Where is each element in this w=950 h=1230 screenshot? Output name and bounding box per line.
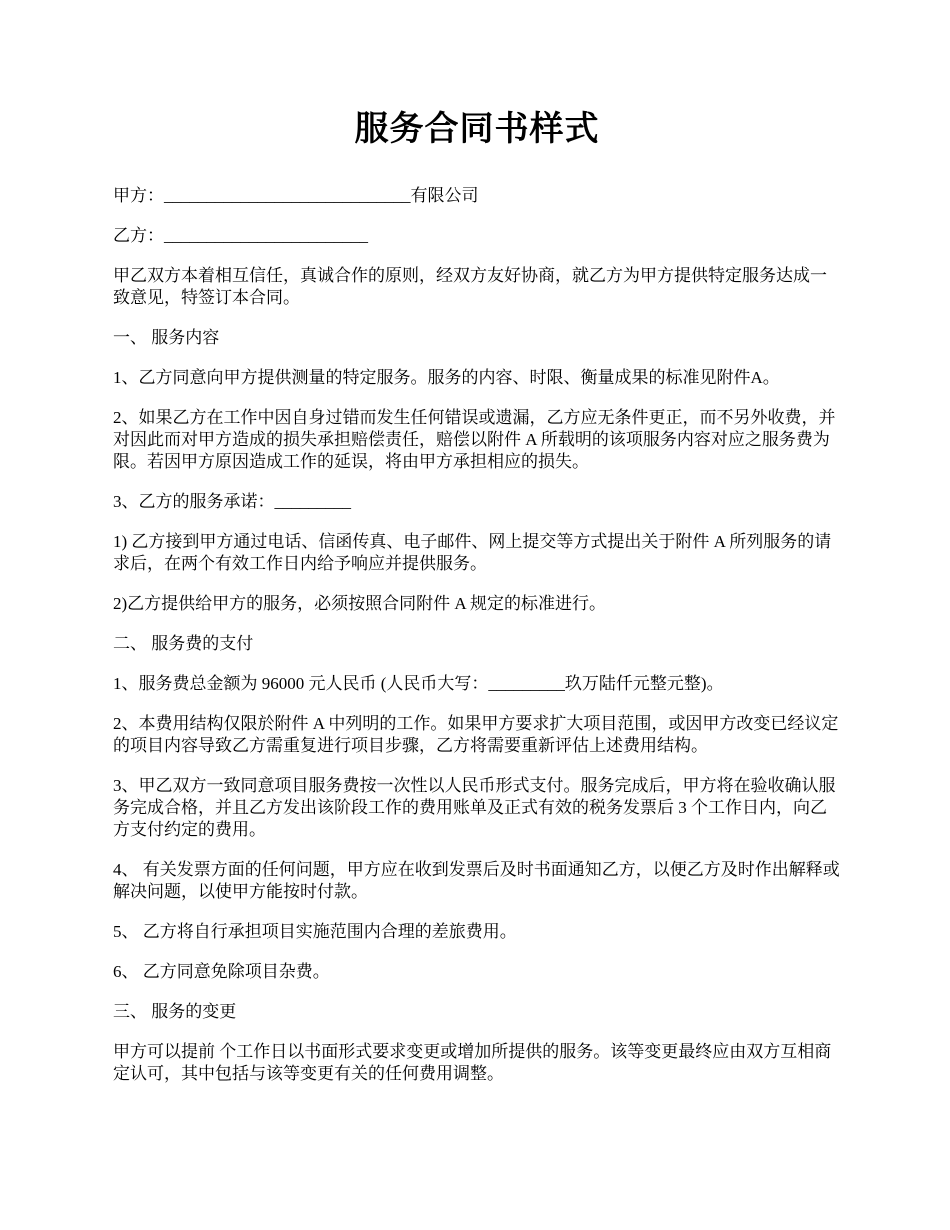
clause-paragraph: 1) 乙方接到甲方通过电话、信函传真、电子邮件、网上提交等方式提出关于附件 A 所列服务的请求后，在两个有效工作日内给予响应并提供服务。: [113, 531, 832, 573]
clause-paragraph: 3、乙方的服务承诺：_________: [113, 491, 351, 511]
clause-paragraph: 2、本费用结构仅限於附件 A 中列明的工作。如果甲方要求扩大项目范围，或因甲方改变已经议定的项目内容导致乙方需重复进行项目步骤，乙方将需要重新评估上述费用结构。: [113, 713, 839, 755]
clause-paragraph: 甲方可以提前 个工作日以书面形式要求变更或增加所提供的服务。该等变更最终应由双方互相商定认可，其中包括与该等变更有关的任何费用调整。: [113, 1041, 832, 1083]
preamble-paragraph: 甲乙双方本着相互信任，真诚合作的原则，经双方友好协商，就乙方为甲方提供特定服务达成一致意见，特签订本合同。: [113, 265, 827, 307]
clause-paragraph: 3、甲乙双方一致同意项目服务费按一次性以人民币形式支付。服务完成后，甲方将在验收确认服务完成合格，并且乙方发出该阶段工作的费用账单及正式有效的税务发票后 3 个工作日内，向乙方支付约定的费用。: [113, 775, 836, 839]
section-heading-service-content: 一、 服务内容: [113, 327, 220, 347]
clause-paragraph: 2)乙方提供给甲方的服务，必须按照合同附件 A 规定的标准进行。: [113, 593, 606, 613]
party-b-line: 乙方：________________________: [113, 225, 368, 245]
section-heading-service-change: 三、 服务的变更: [113, 1001, 237, 1021]
clause-paragraph: 1、乙方同意向甲方提供测量的特定服务。服务的内容、时限、衡量成果的标准见附件A。: [113, 367, 780, 387]
party-a-line: 甲方：_____________________________有限公司: [113, 185, 479, 205]
clause-paragraph: 1、服务费总金额为 96000 元人民币 (人民币大写：_________玖万陆仟元整元整)。: [113, 673, 724, 693]
clause-paragraph: 4、 有关发票方面的任何问题，甲方应在收到发票后及时书面通知乙方，以便乙方及时作出解释或解决问题，以使甲方能按时付款。: [113, 859, 840, 901]
clause-paragraph: 6、 乙方同意免除项目杂费。: [113, 961, 330, 981]
document-page: [113, 110, 841, 1103]
section-heading-payment: 二、 服务费的支付: [113, 633, 254, 653]
clause-paragraph: 2、如果乙方在工作中因自身过错而发生任何错误或遗漏，乙方应无条件更正，而不另外收费，并对因此而对甲方造成的损失承担赔偿责任，赔偿以附件 A 所载明的该项服务内容对应之服务费为限。若因甲方原因造成工作的延误，将由甲方承担相应的损失。: [113, 407, 836, 471]
document-title: 服务合同书样式: [354, 111, 600, 148]
clause-paragraph: 5、 乙方将自行承担项目实施范围内合理的差旅费用。: [113, 921, 517, 941]
